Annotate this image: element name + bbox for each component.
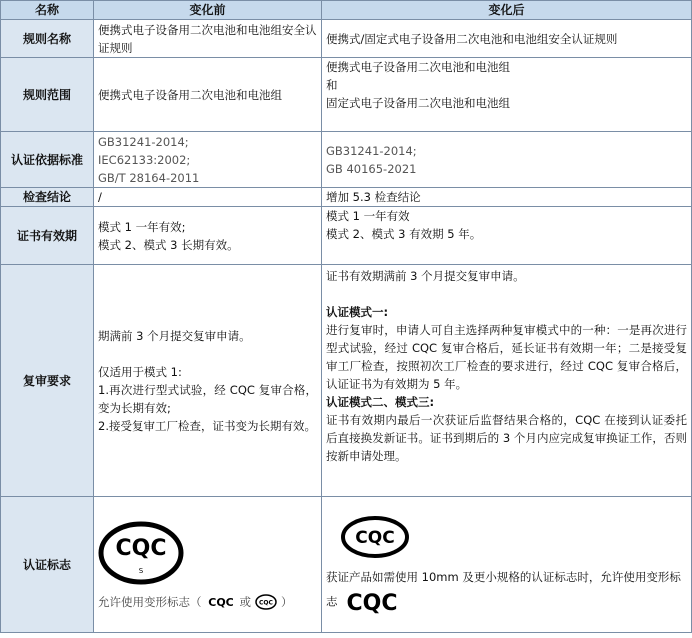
after-cell — [322, 497, 692, 633]
cqc-variant-icon — [341, 589, 403, 615]
row-label: 证书有效期 — [1, 207, 94, 265]
after-paragraph: 证书有效期满前 3 个月提交复审申请。 — [326, 269, 525, 283]
after-line: 模式 2、模式 3 有效期 5 年。 — [326, 227, 482, 241]
svg-text:CQC: CQC — [355, 527, 395, 548]
row-label: 复审要求 — [1, 265, 94, 497]
after-cell — [322, 132, 692, 188]
before-cell — [94, 497, 322, 633]
before-text: 便携式电子设备用二次电池和电池组 — [98, 87, 282, 102]
after-line: 固定式电子设备用二次电池和电池组 — [326, 96, 510, 110]
after-subheading: 认证模式二、模式三: — [326, 395, 435, 409]
before-paragraph: 期满前 3 个月提交复审申请。 — [98, 328, 251, 343]
after-cell — [322, 188, 692, 207]
before-cell — [94, 207, 322, 265]
row-label: 检查结论 — [1, 188, 94, 207]
before-cell — [94, 58, 322, 132]
after-line: GB 40165-2021 — [326, 161, 417, 176]
after-paragraph: 证书有效期内最后一次获证后监督结果合格的，CQC 在接到认证委托后直接换发新证书。证书到期后的 3 个月内应完成复审换证工作，否则按新申请处理。 — [326, 413, 687, 463]
cqc-logo-icon — [98, 521, 184, 585]
after-cell — [322, 58, 692, 132]
before-line: GB/T 28164-2011 — [98, 170, 200, 185]
before-paragraph: 仅适用于模式 1: — [98, 364, 182, 379]
after-cell — [322, 265, 692, 497]
before-text: 便携式电子设备用二次电池和电池组安全认证规则 — [98, 22, 317, 55]
before-cell — [94, 20, 322, 58]
before-line: 模式 1 一年有效; — [98, 219, 186, 234]
variant-caption: 允许使用变形标志（ CQC 或 CQC ） — [98, 594, 293, 609]
logo-text: CQC — [115, 535, 167, 561]
header-before: 变化前 — [94, 1, 322, 20]
svg-text:CQC: CQC — [346, 590, 398, 615]
after-text: 增加 5.3 检查结论 — [326, 190, 421, 204]
row-review — [1, 265, 692, 497]
before-cell — [94, 132, 322, 188]
after-line: 便携式电子设备用二次电池和电池组 — [326, 60, 510, 74]
after-line: 和 — [326, 78, 338, 92]
cqc-logo-icon — [340, 515, 410, 559]
row-label: 规则名称 — [1, 20, 94, 58]
before-line: IEC62133:2002; — [98, 152, 191, 167]
before-text: / — [98, 190, 102, 204]
after-text: 便携式/固定式电子设备用二次电池和电池组安全认证规则 — [326, 31, 618, 46]
after-cell — [322, 207, 692, 265]
row-label: 认证标志 — [1, 497, 94, 633]
variant-caption: 获证产品如需使用 10mm 及更小规格的认证标志时，允许使用变形标志 CQC — [326, 569, 681, 615]
header-name: 名称 — [1, 1, 94, 20]
before-cell — [94, 265, 322, 497]
before-paragraph: 1.再次进行型式试验，经 CQC 复审合格，变为长期有效; — [98, 382, 317, 415]
logo-sub: S — [138, 566, 144, 575]
after-subheading: 认证模式一: — [326, 305, 389, 319]
row-standards — [1, 132, 692, 188]
row-label: 规则范围 — [1, 58, 94, 132]
after-line: 模式 1 一年有效 — [326, 209, 410, 223]
row-rule-scope — [1, 58, 692, 132]
row-validity — [1, 207, 692, 265]
before-line: GB31241-2014; — [98, 134, 189, 149]
before-cell — [94, 188, 322, 207]
before-line: 模式 2、模式 3 长期有效。 — [98, 237, 239, 252]
header-row — [1, 1, 692, 20]
svg-text:CQC: CQC — [259, 599, 273, 606]
after-paragraph: 进行复审时，申请人可自主选择两种复审模式中的一种：一是再次进行型式试验，经过 CQC 复审合格后，延长证书有效期一年；二是接受复审工厂检查，按照初次工厂检查的要求进行，经过 CQC 复审合格后，认证证书为有效期为 5 年。 — [326, 323, 687, 391]
after-line: GB31241-2014; — [326, 143, 417, 158]
cqc-variant-icon — [206, 594, 236, 610]
after-cell — [322, 20, 692, 58]
row-mark — [1, 497, 692, 633]
cqc-small-logo-icon — [255, 594, 277, 610]
before-paragraph: 2.接受复审工厂检查，证书变为长期有效。 — [98, 418, 316, 433]
header-after: 变化后 — [322, 1, 692, 20]
row-check-conclusion — [1, 188, 692, 207]
row-rule-name — [1, 20, 692, 58]
svg-text:CQC: CQC — [207, 595, 234, 609]
row-label: 认证依据标准 — [1, 132, 94, 188]
